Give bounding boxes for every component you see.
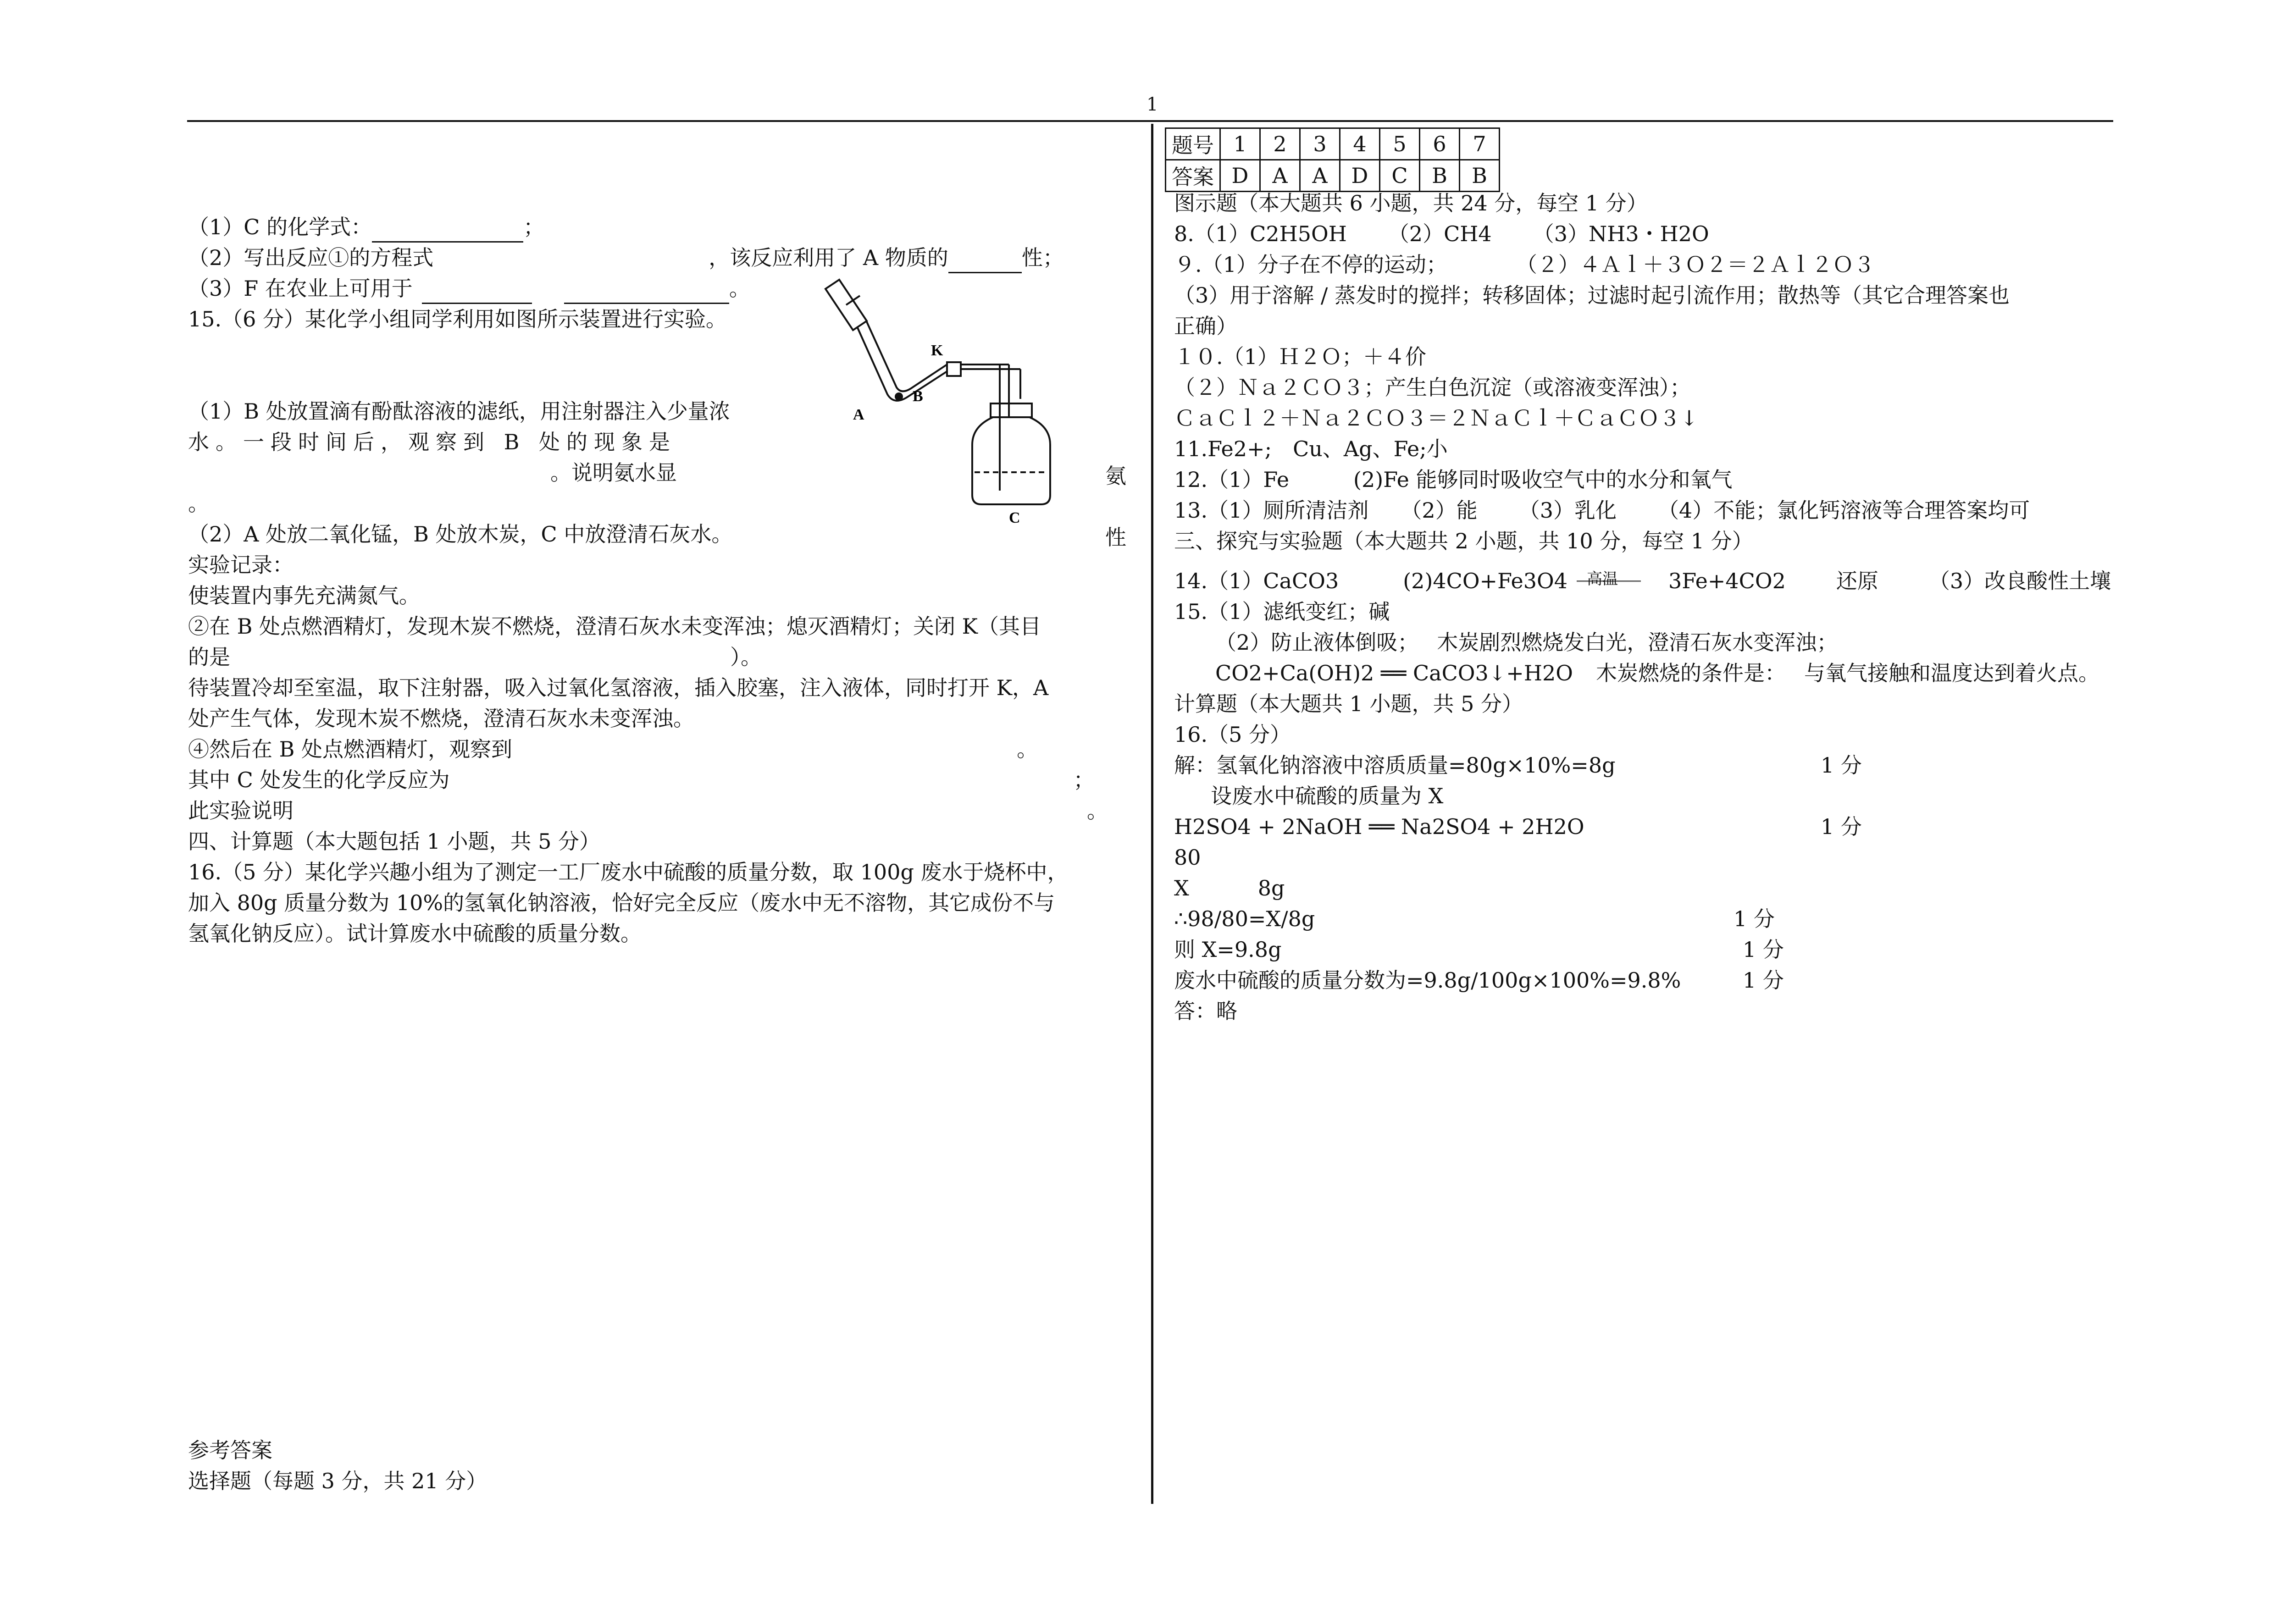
step-1: 使装置内事先充满氮气。 (188, 583, 420, 608)
table-cell: 1 (1220, 128, 1260, 160)
table-cell: 5 (1380, 128, 1420, 160)
answer-blank[interactable] (372, 217, 523, 243)
table-row (1166, 160, 1500, 192)
table-cell: 7 (1460, 128, 1500, 160)
column-divider (1151, 124, 1153, 1504)
r-q9: ９.（1）分子在不停的运动； （２）４Ａｌ＋３Ｏ２＝２Ａｌ２Ｏ３ (1174, 252, 1875, 277)
step-c: 其中 C 处发生的化学反应为 ； (188, 768, 1095, 792)
experiment-record: 实验记录： (188, 552, 294, 577)
r-q15-eq: CO2+Ca(OH)2 ══ CaCO3↓+H2O 木炭燃烧的条件是： 与氧气接触和温度达到着火点。 (1215, 661, 2099, 685)
table-cell: B (1460, 160, 1500, 192)
q16-line-c: 氢氧化钠反应）。试计算废水中硫酸的质量分数。 (188, 921, 642, 946)
label-a: A (853, 406, 864, 423)
table-cell: A (1260, 160, 1300, 192)
table-cell: 答案 (1166, 160, 1220, 192)
r-solution-1: 解：氢氧化钠溶液中溶质质量=80g×10%=8g 1 分 (1174, 753, 1862, 778)
r-q8: 8.（1）C2H5OH （2）CH4 （3）NH3・H2O (1174, 221, 1709, 246)
answer-blank[interactable] (564, 279, 729, 304)
q15-1-line-a: （1）B 处放置滴有酚酞溶液的滤纸，用注射器注入少量浓 (188, 399, 730, 424)
r-solution-80: 80 (1174, 845, 1201, 870)
r-q10-eq: ＣａＣｌ２＋Ｎａ２ＣＯ３＝２ＮａＣｌ＋ＣａＣＯ３↓ (1174, 406, 1698, 431)
right-column (1174, 188, 2288, 1027)
table-cell: C (1380, 160, 1420, 192)
table-cell: D (1220, 160, 1260, 192)
step-3a: 待装置冷却至室温，取下注射器，吸入过氧化氢溶液，插入胶塞，注入液体，同时打开 K，A (188, 675, 1049, 700)
r-section-3: 三、探究与实验题（本大题共 2 小题，共 10 分，每空 1 分） (1174, 529, 1753, 553)
step-summary: 此实验说明 。 (188, 798, 1108, 823)
table-cell: 6 (1420, 128, 1460, 160)
label-b: B (913, 388, 923, 405)
r-solution-ratio: ∴98/80=X/8g 1 分 (1174, 906, 1775, 931)
step-2a: ②在 B 处点燃酒精灯，发现木炭不燃烧，澄清石灰水未变浑浊；熄灭酒精灯；关闭 K（其目 (188, 614, 1041, 639)
q16-line-a: 16.（5 分）某化学兴趣小组为了测定一工厂废水中硫酸的质量分数，取 100g 废水于烧杯中， (188, 860, 1069, 884)
r-solution-x: X 8g (1174, 876, 1285, 900)
step-4: ④然后在 B 处点燃酒精灯，观察到 。 (188, 737, 1038, 762)
page-number: 1 (1146, 94, 1158, 115)
header-rule (187, 120, 2113, 122)
r-solution-answer: 答：略 (1174, 999, 1237, 1023)
table-cell: 3 (1300, 128, 1340, 160)
table-cell: 2 (1260, 128, 1300, 160)
answer-table (1165, 127, 1500, 192)
table-row (1166, 128, 1500, 160)
r-q15-2: （2）防止液体倒吸； 木炭剧烈燃烧发白光，澄清石灰水变浑浊； (1215, 630, 1838, 655)
table-cell: A (1300, 160, 1340, 192)
r-q12: 12.（1）Fe (2)Fe 能够同时吸收空气中的水分和氧气 (1174, 467, 1733, 492)
apparatus-diagram (816, 280, 1073, 526)
step-2b: 的是 ）。 (188, 645, 762, 669)
r-q16: 16.（5 分） (1174, 722, 1291, 747)
q15-2: （2）A 处放二氧化锰，B 处放木炭，C 中放澄清石灰水。 (188, 522, 733, 547)
reference-answer-heading: 参考答案 (188, 1438, 272, 1463)
label-k: K (931, 342, 943, 359)
r-solution-fraction: 废水中硫酸的质量分数为=9.8g/100g×100%=9.8% 1 分 (1174, 968, 1784, 993)
label-c: C (1009, 509, 1020, 526)
r-q14: 14.（1）CaCO3 (2)4CO+Fe3O4 3Fe+4CO2 还原 （3）改良酸性土壤 (1174, 569, 2111, 593)
r-solution-x-value: 则 X=9.8g 1 分 (1174, 937, 1784, 962)
q15-1-line-b: 水。一段时间后，观察到 B 处的现象是 (188, 430, 677, 454)
q14-line-3: （3）F 在农业上可用于 。 (188, 273, 1142, 304)
q15-1-line-c: 。说明氨水显 (550, 460, 677, 485)
r-solution-2: 设废水中硫酸的质量为 X (1211, 784, 1444, 808)
condition-gaowen: 高温 (1587, 570, 1618, 588)
r-q9-3: （3）用于溶解 / 蒸发时的搅拌；转移固体；过滤时起引流作用；散热等（其它合理答案也 (1174, 283, 2010, 308)
r-q11: 11.Fe2+; Cu、Ag、Fe;小 (1174, 436, 1448, 461)
answer-blank[interactable] (422, 279, 532, 304)
q14-line-1: （1）C 的化学式： ； (188, 212, 1142, 243)
r-solution-eq: H2SO4 + 2NaOH ══ Na2SO4 + 2H2O 1 分 (1174, 814, 1862, 839)
section-4-heading: 四、计算题（本大题包括 1 小题，共 5 分） (188, 829, 601, 854)
step-3b: 处产生气体，发现木炭不燃烧，澄清石灰水未变浑浊。 (188, 706, 694, 731)
r-section-calc: 计算题（本大题共 1 小题，共 5 分） (1174, 691, 1523, 716)
table-cell: B (1420, 160, 1460, 192)
choice-heading: 选择题（每题 3 分，共 21 分） (188, 1469, 487, 1493)
r-q10-2: （２）Ｎａ２ＣＯ３；产生白色沉淀（或溶液变浑浊）； (1174, 375, 1691, 400)
q16-line-b: 加入 80g 质量分数为 10%的氢氧化钠溶液，恰好完全反应（废水中无不溶物，其它成份不与 (188, 890, 1055, 915)
table-cell: D (1340, 160, 1380, 192)
r-q15-1: 15.（1）滤纸变红；碱 (1174, 599, 1390, 624)
table-cell: 4 (1340, 128, 1380, 160)
answer-blank[interactable] (948, 248, 1022, 273)
r-section-2: 图示题（本大题共 6 小题，共 24 分，每空 1 分） (1174, 191, 1648, 215)
r-q9-3-end: 正确） (1174, 314, 1237, 338)
q15-1-line-d: 。 (188, 491, 209, 516)
q14-line-2: （2）写出反应①的方程式 ，该反应利用了 A 物质的 性； (188, 243, 1142, 273)
q15-title: 15.（6 分）某化学小组同学利用如图所示装置进行实验。 (188, 307, 727, 331)
side-char-xing: 性 (1105, 525, 1126, 550)
side-char-an: 氨 (1105, 464, 1126, 488)
table-cell: 题号 (1166, 128, 1220, 160)
r-q10: １０.（1）Ｈ２Ｏ；＋４价 (1174, 344, 1426, 369)
r-q13: 13.（1）厕所清洁剂 （2）能 （3）乳化 （4）不能；氯化钙溶液等合理答案均可 (1174, 498, 2030, 523)
